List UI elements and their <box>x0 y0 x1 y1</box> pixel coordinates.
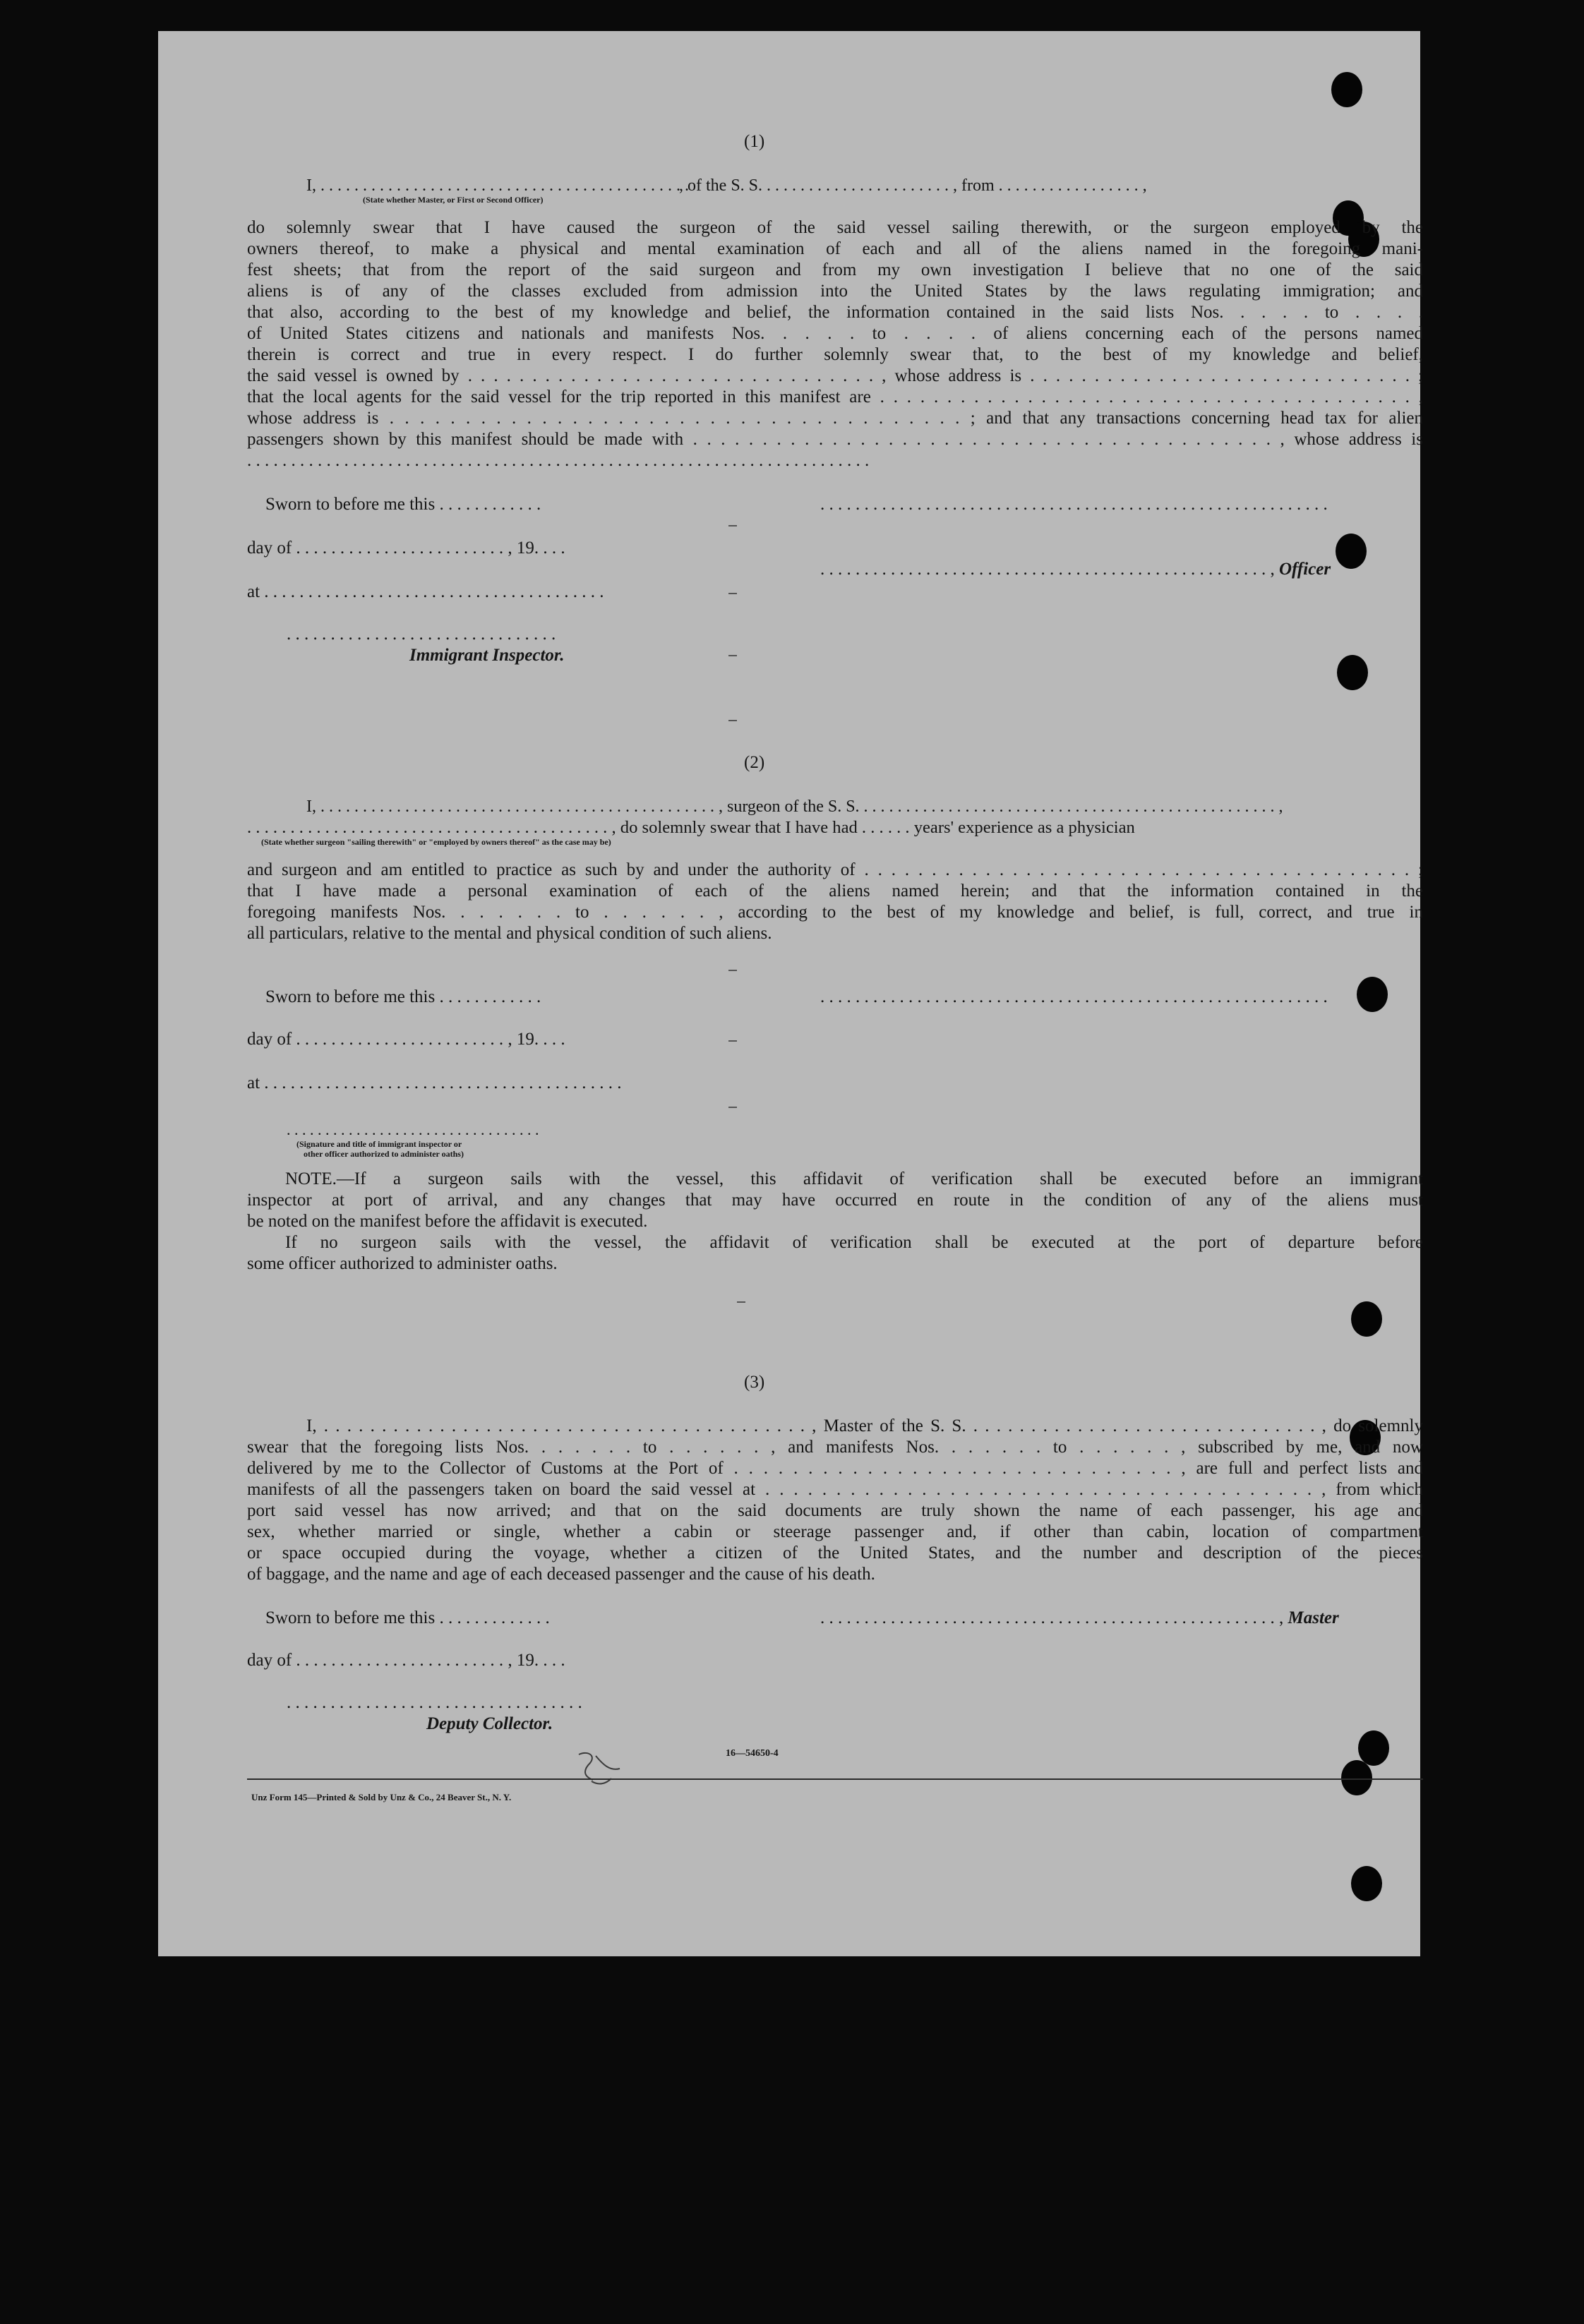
section-1-inspector-label: Immigrant Inspector. <box>409 646 565 665</box>
section-2-line: and surgeon and am entitled to practice as such by and under the authority of . . . . . . . . . . . . . . . . . . . . . . . . . . . . . . . . . . . . . . . . . ; <box>247 860 1423 879</box>
section-1-line: whose address is . . . . . . . . . . . . . . . . . . . . . . . . . . . . . . . . . . . . . . ; and that any transactions concerning head tax for alien <box>247 409 1423 428</box>
section-2-sworn: Sworn to before me this . . . . . . . . . . . . <box>265 987 541 1006</box>
section-2-line: that I have made a personal examination of each of the aliens named herein; and that the information contained in the <box>247 881 1423 901</box>
section-1-officer-line <box>820 559 1331 580</box>
section-2-day-of: day of . . . . . . . . . . . . . . . . . . . . . . . . , 19. . . . <box>247 1030 565 1049</box>
section-3-line: sex, whether married or single, whether a cabin or steerage passenger and, if other than cabin, location of compartment <box>247 1522 1423 1541</box>
section-2-number: (2) <box>744 753 765 772</box>
section-3-collector-dots: . . . . . . . . . . . . . . . . . . . . . . . . . . . . . . . . . . <box>287 1693 582 1712</box>
section-2-line-2: . . . . . . . . . . . . . . . . . . . . . . . . . . . . . . . . . . . . . . . . . . , do solemnly swear that I have had . . . . . . years' experience as a physician <box>247 818 1135 837</box>
section-2-line-1: I, . . . . . . . . . . . . . . . . . . . . . . . . . . . . . . . . . . . . . . . . . . . . . . . , surgeon of the S. S. . . . . . . . . . . . . . . . . . . . . . . . . . . . . . . . . . . . . . . . . . . . . . . . . . , <box>306 797 1283 816</box>
section-3-line: port said vessel has now arrived; and that on the said documents are truly shown the name of each passenger, his age and <box>247 1501 1423 1520</box>
officer-dots: . . . . . . . . . . . . . . . . . . . . . . . . . . . . . . . . . . . . . . . . . . . . . . . . . . . , <box>820 560 1275 579</box>
section-1-sworn: Sworn to before me this . . . . . . . . . . . . <box>265 495 541 514</box>
section-3-sworn: Sworn to before me this . . . . . . . . . . . . . <box>265 1608 550 1627</box>
note-2-line: If no surgeon sails with the vessel, the affidavit of verification shall be executed at the port of departure before <box>285 1233 1423 1252</box>
section-3-collector-label: Deputy Collector. <box>426 1714 553 1733</box>
master-dots: . . . . . . . . . . . . . . . . . . . . . . . . . . . . . . . . . . . . . . . . . . . . . . . . . . . . , <box>820 1608 1284 1627</box>
note-2-line: some officer authorized to administer oaths. <box>247 1254 558 1273</box>
punch-hole <box>1351 1301 1382 1337</box>
section-1-line: of United States citizens and nationals and manifests Nos. . . . . to . . . . of aliens concerning each of the persons named <box>247 324 1423 343</box>
punch-hole <box>1357 977 1388 1012</box>
section-1-line: aliens is of any of the classes excluded from admission into the United States by the laws regulating immigration; and <box>247 282 1423 301</box>
document-page <box>158 31 1423 1956</box>
section-1-line: owners thereof, to make a physical and mental examination of each and all of the aliens named in the foregoing mani- <box>247 239 1423 258</box>
section-2-signature-note: (Signature and title of immigrant inspector or <box>296 1139 462 1149</box>
section-3-number: (3) <box>744 1373 765 1392</box>
master-label: Master <box>1288 1608 1339 1627</box>
section-1-line: that also, according to the best of my knowledge and belief, the information contained in the said lists Nos. . . . . to . . . . <box>247 303 1423 322</box>
section-3-line: I, . . . . . . . . . . . . . . . . . . . . . . . . . . . . . . . . . . . . . . . . . . , Master of the S. S. . . . . . . . . . . . . . . . . . . . . . . . . . . . . . . , do solemnly <box>306 1416 1423 1435</box>
section-3-master-line <box>820 1608 1339 1629</box>
margin-dash <box>728 970 737 971</box>
section-2-line: all particulars, relative to the mental and physical condition of such aliens. <box>247 924 772 943</box>
section-3-day-of: day of . . . . . . . . . . . . . . . . . . . . . . . . , 19. . . . <box>247 1651 565 1670</box>
section-1-sworn-signature: . . . . . . . . . . . . . . . . . . . . . . . . . . . . . . . . . . . . . . . . . . . . . . . . . . . . . . . . . . <box>820 495 1328 514</box>
punch-hole <box>1331 72 1362 107</box>
officer-label: Officer <box>1279 560 1331 579</box>
section-1-subnote: (State whether Master, or First or Second Officer) <box>363 195 544 205</box>
section-3-line: manifests of all the passengers taken on board the said vessel at . . . . . . . . . . . . . . . . . . . . . . . . . . . . . . . . . . . . . . . , from which <box>247 1480 1423 1499</box>
section-1-line: passengers shown by this manifest should be made with . . . . . . . . . . . . . . . . . . . . . . . . . . . . . . . . . . . . . . . . . . , whose address is <box>247 430 1423 449</box>
section-1-number: (1) <box>744 132 765 151</box>
section-1-vessel-line: , of the S. S. . . . . . . . . . . . . . . . . . . . . . . , from . . . . . . . . . . . . . . . . . , <box>679 176 1147 195</box>
form-code: 16—54650-4 <box>726 1748 779 1759</box>
section-1-line: that the local agents for the said vessel for the trip reported in this manifest are . . . . . . . . . . . . . . . . . . . . . . . . . . . . . . . . . . . . . . . . , <box>247 387 1423 407</box>
section-1-line: do solemnly swear that I have caused the surgeon of the said vessel sailing therewith, or the surgeon employed by the <box>247 218 1423 237</box>
section-1-line: fest sheets; that from the report of the said surgeon and from my own investigation I believe that no one of the said <box>247 260 1423 279</box>
section-2-line: foregoing manifests Nos. . . . . . . to . . . . . . , according to the best of my knowledge and belief, is full, correct, and true in <box>247 903 1423 922</box>
section-2-at: at . . . . . . . . . . . . . . . . . . . . . . . . . . . . . . . . . . . . . . . . . <box>247 1073 622 1092</box>
margin-dash <box>728 593 737 594</box>
section-3-line: of baggage, and the name and age of each deceased passenger and the cause of his death. <box>247 1565 875 1584</box>
section-1-line: therein is correct and true in every respect. I do further solemnly swear that, to the best of my knowledge and belief, <box>247 345 1423 364</box>
margin-dash <box>728 1107 737 1108</box>
section-2-signature-note: other officer authorized to administer oaths) <box>304 1149 464 1159</box>
punch-hole <box>1337 655 1368 690</box>
handwritten-mark <box>575 1747 624 1790</box>
note-label: NOTE. <box>285 1169 337 1188</box>
section-3-line: swear that the foregoing lists Nos. . . . . . . to . . . . . . , and manifests Nos. . . . . . . to . . . . . . , subscribed by me, and now <box>247 1438 1423 1457</box>
section-3-line: or space occupied during the voyage, whether a citizen of the United States, and the number and description of the pieces <box>247 1543 1423 1563</box>
section-1-day-of: day of . . . . . . . . . . . . . . . . . . . . . . . . , 19. . . . <box>247 538 565 558</box>
margin-dash <box>728 655 737 656</box>
section-1-line: . . . . . . . . . . . . . . . . . . . . . . . . . . . . . . . . . . . . . . . . . . . . . . . . . . . . . . . . . . . . . . . . . . . . . . . <box>247 451 870 470</box>
margin-dash <box>737 1301 745 1303</box>
punch-hole <box>1358 1730 1389 1766</box>
section-1-opening: I, . . . . . . . . . . . . . . . . . . . . . . . . . . . . . . . . . . . . . . . . . . . . <box>306 176 689 195</box>
note-paragraph-line: be noted on the manifest before the affidavit is executed. <box>247 1212 648 1231</box>
section-1-line: the said vessel is owned by . . . . . . . . . . . . . . . . . . . . . . . . . . . . . . . . , whose address is . . . . . . . . . . . . . . . . . . . . . . . . . . . . . . ; <box>247 366 1423 385</box>
punch-hole <box>1351 1866 1382 1901</box>
section-2-signature-dots: . . . . . . . . . . . . . . . . . . . . . . . . . . . . . . . . . <box>287 1121 539 1138</box>
section-1-inspector-dots: . . . . . . . . . . . . . . . . . . . . . . . . . . . . . . . <box>287 625 556 644</box>
section-1-at: at . . . . . . . . . . . . . . . . . . . . . . . . . . . . . . . . . . . . . . . <box>247 582 604 601</box>
margin-dash <box>728 1040 737 1042</box>
note-text: —If a surgeon sails with the vessel, this affidavit of verification shall be executed before an immigrant <box>336 1169 1423 1188</box>
punch-hole <box>1336 534 1367 569</box>
section-2-subnote: (State whether surgeon "sailing therewith" or "employed by owners thereof" as the case may be) <box>261 837 611 847</box>
footer-rule <box>247 1778 1423 1780</box>
note-paragraph-line <box>285 1169 1423 1190</box>
footer-imprint: Unz Form 145—Printed & Sold by Unz & Co., 24 Beaver St., N. Y. <box>251 1792 512 1802</box>
margin-dash <box>728 720 737 721</box>
section-2-sworn-signature: . . . . . . . . . . . . . . . . . . . . . . . . . . . . . . . . . . . . . . . . . . . . . . . . . . . . . . . . . . <box>820 987 1328 1006</box>
section-3-line: delivered by me to the Collector of Customs at the Port of . . . . . . . . . . . . . . . . . . . . . . . . . . . . . . , are full and perfect lists and <box>247 1459 1423 1478</box>
margin-dash <box>728 525 737 526</box>
punch-hole <box>1341 1760 1372 1795</box>
note-paragraph-line: inspector at port of arrival, and any changes that may have occurred en route in the condition of any of the aliens must <box>247 1191 1423 1210</box>
